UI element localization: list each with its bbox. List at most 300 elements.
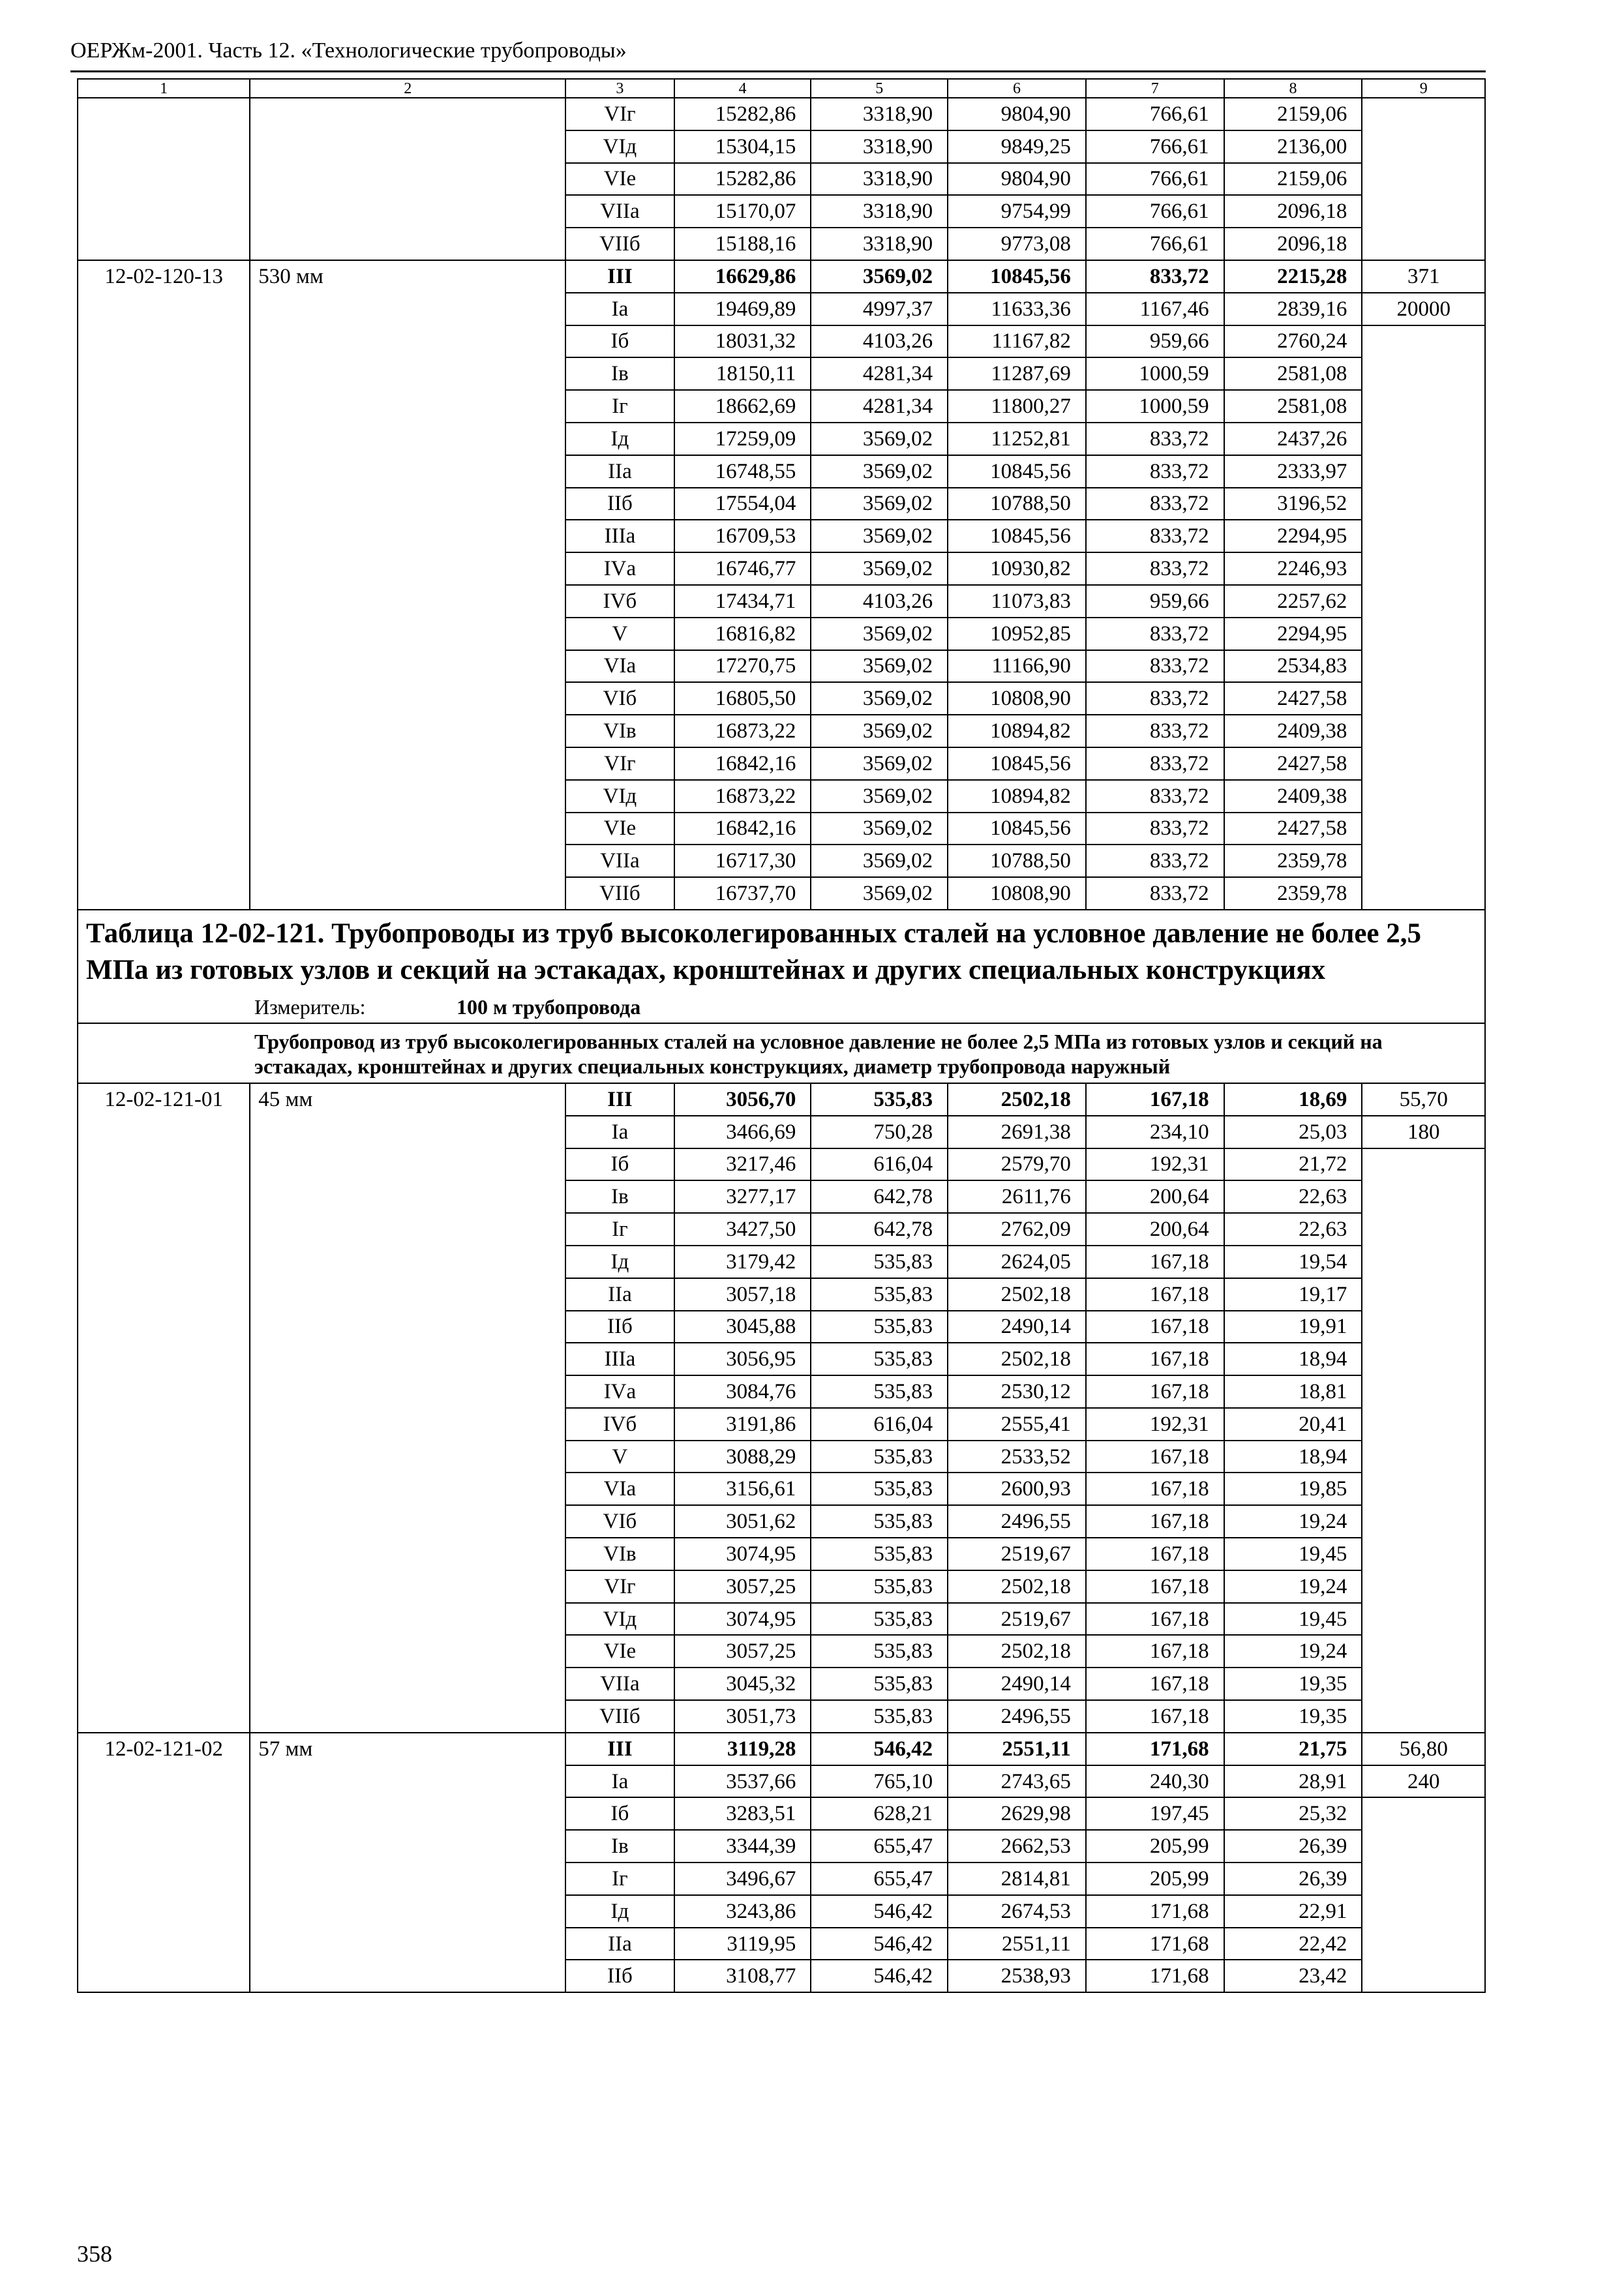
value-cell: 3569,02 (811, 260, 948, 293)
value-cell: 3569,02 (811, 455, 948, 488)
value-cell: 18,81 (1224, 1375, 1362, 1408)
value-cell: 3119,95 (674, 1928, 811, 1960)
value-cell: 546,42 (811, 1895, 948, 1928)
value-cell: 167,18 (1086, 1343, 1224, 1375)
value-cell: 3537,66 (674, 1765, 811, 1798)
value-cell: 2551,11 (948, 1928, 1086, 1960)
value-cell: 2674,53 (948, 1895, 1086, 1928)
running-header: ОЕРЖм-2001. Часть 12. «Технологические трубопроводы» (70, 38, 627, 63)
value-cell: 167,18 (1086, 1473, 1224, 1505)
value-cell: 4103,26 (811, 585, 948, 618)
value-cell: 11166,90 (948, 650, 1086, 683)
value-cell: 10894,82 (948, 715, 1086, 747)
territory-zone: VIIа (565, 845, 674, 877)
value-cell: 22,63 (1224, 1213, 1362, 1246)
value-cell: 15282,86 (674, 163, 811, 196)
value-cell: 21,75 (1224, 1733, 1362, 1765)
value-cell: 2490,14 (948, 1668, 1086, 1700)
value-cell: 18031,32 (674, 325, 811, 358)
territory-zone: VIе (565, 163, 674, 196)
value-cell: 19,17 (1224, 1278, 1362, 1311)
value-cell: 2551,11 (948, 1733, 1086, 1765)
value-cell: 167,18 (1086, 1603, 1224, 1636)
value-cell: 1000,59 (1086, 390, 1224, 423)
value-cell: 2294,95 (1224, 618, 1362, 650)
value-cell: 167,18 (1086, 1668, 1224, 1700)
value-cell: 17270,75 (674, 650, 811, 683)
territory-zone: VIе (565, 813, 674, 845)
table-title: Таблица 12-02-121. Трубопроводы из труб высоколегированных сталей на условное давление не более 2,5 МПа из готовых узлов и секций на эстакадах, кронштейнах и других специальных конструкциях (78, 910, 1485, 991)
value-cell: 546,42 (811, 1960, 948, 1992)
value-cell: 19,24 (1224, 1570, 1362, 1603)
value-cell: 2502,18 (948, 1343, 1086, 1375)
value-cell: 616,04 (811, 1148, 948, 1181)
value-cell: 546,42 (811, 1928, 948, 1960)
value-cell: 766,61 (1086, 98, 1224, 130)
value-cell: 10808,90 (948, 877, 1086, 910)
value-cell: 10845,56 (948, 813, 1086, 845)
territory-zone: IIб (565, 488, 674, 520)
value-cell: 535,83 (811, 1700, 948, 1733)
pipe-diameter: 530 мм (250, 260, 565, 910)
value-cell: 2814,81 (948, 1863, 1086, 1895)
value-cell: 2519,67 (948, 1538, 1086, 1570)
value-cell: 535,83 (811, 1668, 948, 1700)
value-cell: 2555,41 (948, 1408, 1086, 1441)
territory-zone: VIг (565, 747, 674, 780)
territory-zone: Iг (565, 1863, 674, 1895)
territory-zone: VIIб (565, 228, 674, 260)
territory-zone: Iв (565, 1180, 674, 1213)
value-cell: 167,18 (1086, 1441, 1224, 1473)
value-cell: 3088,29 (674, 1441, 811, 1473)
value-cell: 167,18 (1086, 1311, 1224, 1343)
value-cell: 11252,81 (948, 423, 1086, 455)
value-cell: 10808,90 (948, 682, 1086, 715)
value-cell: 2490,14 (948, 1311, 1086, 1343)
value-cell: 22,63 (1224, 1180, 1362, 1213)
value-cell: 2159,06 (1224, 98, 1362, 130)
value-cell: 3056,70 (674, 1083, 811, 1116)
column-9-value: 55,70 (1362, 1083, 1485, 1116)
value-cell: 16717,30 (674, 845, 811, 877)
unit-row (78, 991, 1485, 1023)
value-cell: 750,28 (811, 1116, 948, 1148)
column-9-empty (1362, 1148, 1485, 1733)
column-9-value: 180 (1362, 1116, 1485, 1148)
value-cell: 19,54 (1224, 1246, 1362, 1278)
value-cell: 3074,95 (674, 1603, 811, 1636)
value-cell: 3496,67 (674, 1863, 811, 1895)
value-cell: 3569,02 (811, 488, 948, 520)
value-cell: 535,83 (811, 1246, 948, 1278)
value-cell: 2839,16 (1224, 293, 1362, 325)
value-cell: 535,83 (811, 1505, 948, 1538)
territory-zone: VIб (565, 682, 674, 715)
value-cell: 3196,52 (1224, 488, 1362, 520)
value-cell: 15282,86 (674, 98, 811, 130)
value-cell: 2502,18 (948, 1570, 1086, 1603)
value-cell: 3569,02 (811, 877, 948, 910)
value-cell: 1000,59 (1086, 357, 1224, 390)
value-cell: 2502,18 (948, 1635, 1086, 1668)
value-cell: 3045,88 (674, 1311, 811, 1343)
value-cell: 3569,02 (811, 845, 948, 877)
value-cell: 240,30 (1086, 1765, 1224, 1798)
value-cell: 9804,90 (948, 163, 1086, 196)
value-cell: 2427,58 (1224, 813, 1362, 845)
value-cell: 16873,22 (674, 780, 811, 813)
column-number: 4 (674, 79, 811, 98)
value-cell: 535,83 (811, 1343, 948, 1375)
value-cell: 20,41 (1224, 1408, 1362, 1441)
value-cell: 11633,36 (948, 293, 1086, 325)
value-cell: 535,83 (811, 1375, 948, 1408)
value-cell: 9804,90 (948, 98, 1086, 130)
value-cell: 1167,46 (1086, 293, 1224, 325)
value-cell: 2743,65 (948, 1765, 1086, 1798)
value-cell: 3466,69 (674, 1116, 811, 1148)
value-cell: 2538,93 (948, 1960, 1086, 1992)
value-cell: 833,72 (1086, 618, 1224, 650)
table-title-row (78, 910, 1485, 991)
value-cell: 3427,50 (674, 1213, 811, 1246)
value-cell: 3569,02 (811, 682, 948, 715)
value-cell: 2294,95 (1224, 520, 1362, 552)
page-number: 358 (77, 2241, 112, 2267)
rate-code (78, 98, 250, 260)
value-cell: 16709,53 (674, 520, 811, 552)
territory-zone: VIв (565, 715, 674, 747)
value-cell: 2359,78 (1224, 877, 1362, 910)
territory-zone: IVа (565, 1375, 674, 1408)
value-cell: 18,94 (1224, 1441, 1362, 1473)
value-cell: 833,72 (1086, 682, 1224, 715)
value-cell: 2159,06 (1224, 163, 1362, 196)
value-cell: 16842,16 (674, 747, 811, 780)
pipe-diameter (250, 98, 565, 260)
value-cell: 2427,58 (1224, 747, 1362, 780)
value-cell: 16873,22 (674, 715, 811, 747)
value-cell: 546,42 (811, 1733, 948, 1765)
value-cell: 4281,34 (811, 357, 948, 390)
table-row (78, 98, 1485, 130)
territory-zone: III (565, 1083, 674, 1116)
value-cell: 22,42 (1224, 1928, 1362, 1960)
territory-zone: Iд (565, 1895, 674, 1928)
value-cell: 833,72 (1086, 877, 1224, 910)
value-cell: 10788,50 (948, 488, 1086, 520)
value-cell: 17434,71 (674, 585, 811, 618)
territory-zone: VIб (565, 1505, 674, 1538)
value-cell: 167,18 (1086, 1505, 1224, 1538)
value-cell: 16629,86 (674, 260, 811, 293)
territory-zone: Iг (565, 1213, 674, 1246)
territory-zone: IVб (565, 1408, 674, 1441)
value-cell: 167,18 (1086, 1635, 1224, 1668)
value-cell: 642,78 (811, 1180, 948, 1213)
rate-code: 12-02-121-02 (78, 1733, 250, 1992)
value-cell: 3057,25 (674, 1570, 811, 1603)
column-9-value: 20000 (1362, 293, 1485, 325)
rate-code: 12-02-120-13 (78, 260, 250, 910)
value-cell: 3108,77 (674, 1960, 811, 1992)
value-cell: 959,66 (1086, 585, 1224, 618)
value-cell: 26,39 (1224, 1830, 1362, 1863)
value-cell: 2359,78 (1224, 845, 1362, 877)
territory-zone: IIIа (565, 1343, 674, 1375)
value-cell: 2246,93 (1224, 552, 1362, 585)
value-cell: 2691,38 (948, 1116, 1086, 1148)
value-cell: 26,39 (1224, 1863, 1362, 1895)
territory-zone: VIе (565, 1635, 674, 1668)
territory-zone: IIа (565, 1278, 674, 1311)
value-cell: 2096,18 (1224, 228, 1362, 260)
value-cell: 234,10 (1086, 1116, 1224, 1148)
value-cell: 167,18 (1086, 1700, 1224, 1733)
value-cell: 3217,46 (674, 1148, 811, 1181)
value-cell: 3318,90 (811, 228, 948, 260)
value-cell: 10894,82 (948, 780, 1086, 813)
value-cell: 3057,18 (674, 1278, 811, 1311)
column-number-row (78, 79, 1485, 98)
value-cell: 959,66 (1086, 325, 1224, 358)
value-cell: 167,18 (1086, 1375, 1224, 1408)
value-cell: 19,45 (1224, 1538, 1362, 1570)
value-cell: 2502,18 (948, 1083, 1086, 1116)
value-cell: 3283,51 (674, 1797, 811, 1830)
territory-zone: IIб (565, 1960, 674, 1992)
territory-zone: III (565, 260, 674, 293)
table-row (78, 1083, 1485, 1116)
value-cell: 10845,56 (948, 747, 1086, 780)
value-cell: 535,83 (811, 1311, 948, 1343)
value-cell: 3056,95 (674, 1343, 811, 1375)
value-cell: 15170,07 (674, 195, 811, 228)
territory-zone: Iд (565, 423, 674, 455)
value-cell: 3051,73 (674, 1700, 811, 1733)
rates-table (77, 78, 1486, 1993)
territory-zone: Iа (565, 1116, 674, 1148)
value-cell: 535,83 (811, 1083, 948, 1116)
value-cell: 2519,67 (948, 1603, 1086, 1636)
value-cell: 18,94 (1224, 1343, 1362, 1375)
value-cell: 535,83 (811, 1570, 948, 1603)
column-9-empty (1362, 1797, 1485, 1992)
value-cell: 2762,09 (948, 1213, 1086, 1246)
unit-value: 100 м трубопровода (457, 995, 641, 1019)
value-cell: 167,18 (1086, 1246, 1224, 1278)
value-cell: 18150,11 (674, 357, 811, 390)
table-row (78, 260, 1485, 293)
value-cell: 11287,69 (948, 357, 1086, 390)
value-cell: 3156,61 (674, 1473, 811, 1505)
value-cell: 4103,26 (811, 325, 948, 358)
value-cell: 3318,90 (811, 163, 948, 196)
value-cell: 535,83 (811, 1473, 948, 1505)
territory-zone: VIд (565, 1603, 674, 1636)
territory-zone: IIIа (565, 520, 674, 552)
value-cell: 2257,62 (1224, 585, 1362, 618)
value-cell: 833,72 (1086, 845, 1224, 877)
value-cell: 2215,28 (1224, 260, 1362, 293)
column-number: 1 (78, 79, 250, 98)
value-cell: 2096,18 (1224, 195, 1362, 228)
value-cell: 11167,82 (948, 325, 1086, 358)
value-cell: 171,68 (1086, 1960, 1224, 1992)
territory-zone: Iа (565, 1765, 674, 1798)
territory-zone: VIг (565, 1570, 674, 1603)
value-cell: 10930,82 (948, 552, 1086, 585)
value-cell: 535,83 (811, 1635, 948, 1668)
value-cell: 17554,04 (674, 488, 811, 520)
value-cell: 833,72 (1086, 715, 1224, 747)
territory-zone: VIв (565, 1538, 674, 1570)
value-cell: 10845,56 (948, 260, 1086, 293)
value-cell: 167,18 (1086, 1278, 1224, 1311)
value-cell: 535,83 (811, 1441, 948, 1473)
value-cell: 833,72 (1086, 552, 1224, 585)
rate-code: 12-02-121-01 (78, 1083, 250, 1733)
value-cell: 16737,70 (674, 877, 811, 910)
value-cell: 3191,86 (674, 1408, 811, 1441)
value-cell: 28,91 (1224, 1765, 1362, 1798)
column-9-empty (1362, 98, 1485, 260)
value-cell: 19,45 (1224, 1603, 1362, 1636)
value-cell: 16816,82 (674, 618, 811, 650)
value-cell: 2624,05 (948, 1246, 1086, 1278)
value-cell: 25,03 (1224, 1116, 1362, 1148)
value-cell: 200,64 (1086, 1180, 1224, 1213)
value-cell: 3051,62 (674, 1505, 811, 1538)
territory-zone: VIа (565, 650, 674, 683)
value-cell: 171,68 (1086, 1928, 1224, 1960)
value-cell: 766,61 (1086, 130, 1224, 163)
column-number: 6 (948, 79, 1086, 98)
column-number: 5 (811, 79, 948, 98)
territory-zone: VIг (565, 98, 674, 130)
value-cell: 766,61 (1086, 195, 1224, 228)
pipe-diameter: 57 мм (250, 1733, 565, 1992)
value-cell: 2409,38 (1224, 780, 1362, 813)
value-cell: 205,99 (1086, 1830, 1224, 1863)
value-cell: 19469,89 (674, 293, 811, 325)
column-9-value: 371 (1362, 260, 1485, 293)
value-cell: 3179,42 (674, 1246, 811, 1278)
value-cell: 535,83 (811, 1278, 948, 1311)
header-rule (70, 70, 1486, 72)
value-cell: 9754,99 (948, 195, 1086, 228)
column-number: 7 (1086, 79, 1224, 98)
value-cell: 655,47 (811, 1863, 948, 1895)
value-cell: 25,32 (1224, 1797, 1362, 1830)
value-cell: 2427,58 (1224, 682, 1362, 715)
value-cell: 655,47 (811, 1830, 948, 1863)
territory-zone: VIIб (565, 877, 674, 910)
column-9-value: 240 (1362, 1765, 1485, 1798)
value-cell: 16746,77 (674, 552, 811, 585)
value-cell: 171,68 (1086, 1895, 1224, 1928)
value-cell: 2611,76 (948, 1180, 1086, 1213)
value-cell: 3569,02 (811, 650, 948, 683)
value-cell: 2760,24 (1224, 325, 1362, 358)
value-cell: 535,83 (811, 1538, 948, 1570)
value-cell: 10952,85 (948, 618, 1086, 650)
value-cell: 3569,02 (811, 747, 948, 780)
value-cell: 3569,02 (811, 520, 948, 552)
value-cell: 17259,09 (674, 423, 811, 455)
value-cell: 16842,16 (674, 813, 811, 845)
value-cell: 833,72 (1086, 747, 1224, 780)
value-cell: 833,72 (1086, 520, 1224, 552)
territory-zone: Iб (565, 325, 674, 358)
value-cell: 3318,90 (811, 195, 948, 228)
value-cell: 16748,55 (674, 455, 811, 488)
value-cell: 3074,95 (674, 1538, 811, 1570)
value-cell: 19,35 (1224, 1700, 1362, 1733)
value-cell: 19,24 (1224, 1635, 1362, 1668)
value-cell: 19,85 (1224, 1473, 1362, 1505)
value-cell: 10845,56 (948, 455, 1086, 488)
territory-zone: VIд (565, 780, 674, 813)
value-cell: 167,18 (1086, 1570, 1224, 1603)
value-cell: 23,42 (1224, 1960, 1362, 1992)
value-cell: 833,72 (1086, 455, 1224, 488)
territory-zone: IVб (565, 585, 674, 618)
column-number: 3 (565, 79, 674, 98)
territory-zone: Iб (565, 1797, 674, 1830)
value-cell: 10845,56 (948, 520, 1086, 552)
unit-cell (78, 991, 1485, 1023)
territory-zone: Iв (565, 1830, 674, 1863)
value-cell: 18662,69 (674, 390, 811, 423)
value-cell: 3318,90 (811, 130, 948, 163)
value-cell: 21,72 (1224, 1148, 1362, 1181)
value-cell: 192,31 (1086, 1148, 1224, 1181)
value-cell: 2533,52 (948, 1441, 1086, 1473)
value-cell: 3084,76 (674, 1375, 811, 1408)
territory-zone: III (565, 1733, 674, 1765)
value-cell: 833,72 (1086, 813, 1224, 845)
value-cell: 833,72 (1086, 423, 1224, 455)
value-cell: 833,72 (1086, 260, 1224, 293)
value-cell: 200,64 (1086, 1213, 1224, 1246)
value-cell: 2581,08 (1224, 390, 1362, 423)
territory-zone: VIIа (565, 1668, 674, 1700)
value-cell: 167,18 (1086, 1538, 1224, 1570)
value-cell: 616,04 (811, 1408, 948, 1441)
territory-zone: Iг (565, 390, 674, 423)
value-cell: 3569,02 (811, 813, 948, 845)
value-cell: 3569,02 (811, 780, 948, 813)
value-cell: 3569,02 (811, 715, 948, 747)
value-cell: 2333,97 (1224, 455, 1362, 488)
description-row (78, 1023, 1485, 1083)
item-description: Трубопровод из труб высоколегированных сталей на условное давление не более 2,5 МПа из готовых узлов и секций на эстакадах, кронштейнах и других специальных конструкциях, диаметр трубопровода наружный (78, 1023, 1485, 1083)
territory-zone: Iв (565, 357, 674, 390)
value-cell: 2662,53 (948, 1830, 1086, 1863)
value-cell: 167,18 (1086, 1083, 1224, 1116)
value-cell: 2496,55 (948, 1505, 1086, 1538)
territory-zone: VIIб (565, 1700, 674, 1733)
value-cell: 2437,26 (1224, 423, 1362, 455)
value-cell: 18,69 (1224, 1083, 1362, 1116)
table-row (78, 1733, 1485, 1765)
value-cell: 766,61 (1086, 163, 1224, 196)
territory-zone: IIа (565, 455, 674, 488)
value-cell: 833,72 (1086, 780, 1224, 813)
value-cell: 2534,83 (1224, 650, 1362, 683)
